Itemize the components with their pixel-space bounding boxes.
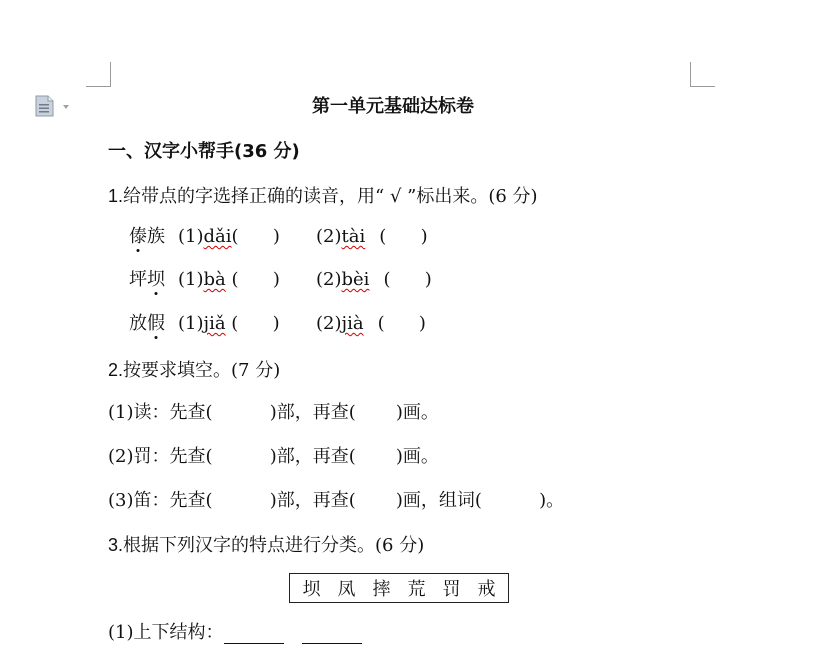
question-number: 1. [108, 186, 124, 206]
char-item: 戒 [477, 579, 496, 600]
pinyin-text: jiǎ [203, 313, 226, 334]
pinyin-text: bèi [341, 269, 370, 290]
pinyin-text: bà [203, 269, 226, 290]
section-heading-1: 一、汉字小帮手(36 分) [108, 141, 300, 162]
question-1 [108, 185, 538, 208]
plain-char: 坪 [129, 269, 147, 290]
option-label: (2) [316, 226, 342, 247]
question-text: 给带点的字选择正确的读音，用“ √ ”标出来。(6 分) [123, 186, 538, 207]
answer-blank[interactable]: ( ) [225, 313, 280, 334]
option-label: (2) [316, 269, 342, 290]
pinyin-text: dǎi [203, 226, 232, 247]
question-text: 根据下列汉字的特点进行分类。(6 分) [123, 535, 425, 556]
pinyin-option-2a [178, 269, 280, 291]
pinyin-option-3a [178, 313, 280, 335]
pinyin-text: jià [341, 313, 364, 334]
fill-item-2[interactable]: (2)罚：先查( )部，再查( )画。 [108, 446, 439, 467]
answer-blank[interactable]: ( ) [379, 226, 428, 247]
pinyin-row-1 [129, 226, 165, 248]
answer-blank[interactable]: ( ) [377, 313, 426, 334]
answer-blank[interactable]: ( ) [383, 269, 432, 290]
question-text: 按要求填空。(7 分) [123, 360, 281, 381]
answer-blank[interactable] [224, 625, 284, 644]
question-number: 2. [108, 360, 124, 380]
document-options-icon[interactable] [34, 95, 74, 117]
plain-char: 族 [147, 226, 165, 247]
dotted-char: 傣 [129, 226, 147, 247]
pinyin-option-1a [178, 226, 280, 248]
dotted-char: 坝 [147, 269, 165, 290]
char-item: 摔 [372, 579, 391, 600]
option-label: (1) [178, 313, 204, 334]
classify-label: (1)上下结构： [108, 622, 224, 643]
char-item: 坝 [302, 579, 321, 600]
pinyin-option-2b [316, 269, 432, 291]
char-item: 荒 [407, 579, 426, 600]
char-item: 罚 [442, 579, 461, 600]
character-box [289, 573, 509, 603]
fill-item-3[interactable]: (3)笛：先查( )部，再查( )画，组词( )。 [108, 490, 565, 511]
option-label: (2) [316, 313, 342, 334]
pinyin-row-2 [129, 269, 165, 291]
dotted-char: 假 [147, 313, 165, 334]
page-corner-mark-top-left [86, 62, 111, 87]
pinyin-row-3 [129, 313, 165, 335]
pinyin-text: tài [341, 226, 366, 247]
question-number: 3. [108, 535, 124, 555]
answer-blank[interactable]: ( ) [231, 226, 280, 247]
pinyin-option-3b [316, 313, 426, 335]
page-title: 第一单元基础达标卷 [312, 96, 474, 117]
option-label: (1) [178, 269, 204, 290]
plain-char: 放 [129, 313, 147, 334]
option-label: (1) [178, 226, 204, 247]
fill-item-1[interactable]: (1)读：先查( )部，再查( )画。 [108, 402, 439, 423]
page-corner-mark-top-right [690, 62, 715, 87]
question-3 [108, 534, 424, 557]
question-2 [108, 359, 280, 382]
char-item: 凤 [337, 579, 356, 600]
answer-blank[interactable] [302, 625, 362, 644]
pinyin-option-1b [316, 226, 428, 248]
classify-item-1 [108, 622, 362, 644]
answer-blank[interactable]: ( ) [225, 269, 280, 290]
